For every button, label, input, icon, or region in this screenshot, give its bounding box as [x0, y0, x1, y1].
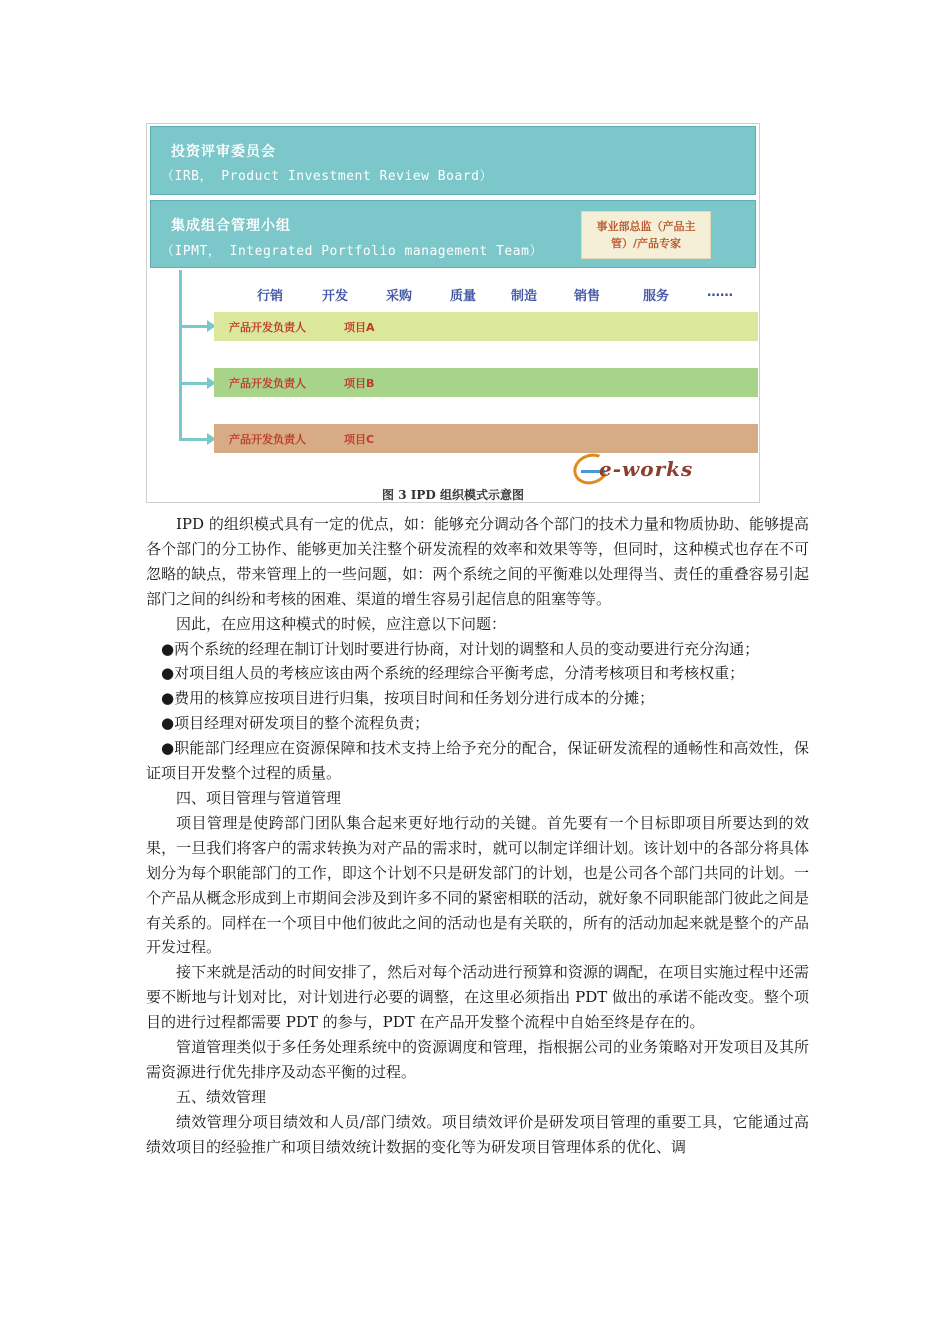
function-label: 销售 [574, 289, 601, 304]
project-lead-label: 产品开发负责人 [229, 433, 306, 446]
irb-subtitle: （IRB， Product Investment Review Board） [161, 169, 493, 184]
irb-band [150, 126, 756, 195]
project-name: 项目A [344, 321, 375, 334]
irb-title: 投资评审委员会 [171, 144, 276, 160]
body-text [146, 512, 809, 1160]
paragraph: 项目管理是使跨部门团队集合起来更好地行动的关键。首先要有一个目标即项目所要达到的效果，一旦我们将客户的需求转换为对产品的需求时，就可以制定详细计划。该计划中的各部分将具体划分为每个职能部门的工作，即这个计划不只是研发部门的计划，也是公司各个部门共同的计划。一个产品从概念形成到上市期间会涉及到许多不同的紧密相联的活动，就好象不同职能部门彼此之间是有关系的。同样在一个项目中他们彼此之间的活动也是有关联的，所有的活动加起来就是整个的产品开发过程。 [146, 813, 809, 957]
connector-line [179, 270, 182, 440]
arrow-right-icon [179, 382, 209, 385]
section-heading: 五、绩效管理 [176, 1087, 267, 1106]
project-bar-c [214, 424, 758, 453]
paragraph: 因此，在应用这种模式的时候，应注意以下问题： [176, 614, 507, 633]
function-label: 行销 [257, 289, 284, 304]
ipmt-title: 集成组合管理小组 [171, 218, 291, 234]
executive-box-line2: 管）/产品专家 [610, 237, 682, 250]
paragraph: 管道管理类似于多任务处理系统中的资源调度和管理，指根据公司的业务策略对开发项目及其所需资源进行优先排序及动态平衡的过程。 [146, 1038, 809, 1081]
bullet-item: ●职能部门经理应在资源保障和技术支持上给予充分的配合，保证研发流程的通畅性和高效性，保证项目开发整个过程的质量。 [146, 739, 809, 783]
arrow-right-icon [179, 438, 209, 441]
logo-text: e-works [599, 457, 694, 481]
section-heading: 四、项目管理与管道管理 [176, 788, 342, 807]
project-bar-b [214, 368, 758, 397]
bullet-item: ●对项目组人员的考核应该由两个系统的经理综合平衡考虑，分清考核项目和考核权重； [161, 664, 745, 683]
project-bar-a [214, 312, 758, 341]
ipd-org-figure [146, 123, 760, 503]
ipmt-band [150, 200, 756, 268]
project-name: 项目C [344, 433, 375, 446]
function-label: …… [707, 285, 733, 300]
executive-box [581, 211, 711, 259]
function-label: 制造 [511, 289, 538, 304]
eworks-logo [573, 454, 723, 484]
function-label: 采购 [386, 289, 413, 304]
function-label: 开发 [322, 289, 349, 304]
function-label: 服务 [643, 289, 670, 304]
project-lead-label: 产品开发负责人 [229, 321, 306, 334]
paragraph: 接下来就是活动的时间安排了，然后对每个活动进行预算和资源的调配，在项目实施过程中还需要不断地与计划对比，对计划进行必要的调整，在这里必须指出 PDT 做出的承诺不能改变。整个项目的进行过程都需要 PDT 的参与，PDT 在产品开发整个流程中自始至终是存在的。 [146, 963, 809, 1032]
bullet-item: ●费用的核算应按项目进行归集，按项目时间和任务划分进行成本的分摊； [161, 689, 655, 708]
function-label: 质量 [450, 289, 477, 304]
paragraph: 绩效管理分项目绩效和人员/部门绩效。项目绩效评价是研发项目管理的重要工具，它能通过高绩效项目的经验推广和项目绩效统计数据的变化等为研发项目管理体系的优化、调 [146, 1112, 809, 1156]
bullet-item: ●项目经理对研发项目的整个流程负责； [161, 714, 430, 733]
arrow-right-icon [179, 325, 209, 328]
ipmt-subtitle: （IPMT， Integrated Portfolio management Team） [161, 244, 543, 259]
figure-caption: 图 3 IPD 组织模式示意图 [382, 488, 524, 502]
bullet-item: ●两个系统的经理在制订计划时要进行协商，对计划的调整和人员的变动要进行充分沟通； [161, 639, 760, 658]
project-lead-label: 产品开发负责人 [229, 377, 306, 390]
function-row [257, 285, 737, 303]
executive-box-line1: 事业部总监（产品主 [596, 220, 696, 233]
project-name: 项目B [344, 377, 375, 390]
paragraph: IPD 的组织模式具有一定的优点，如：能够充分调动各个部门的技术力量和物质协助、能够提高各个部门的分工协作、能够更加关注整个研发流程的效率和效果等等，但同时，这种模式也存在不可忽略的缺点，带来管理上的一些问题，如：两个系统之间的平衡难以处理得当、责任的重叠容易引起部门之间的纠纷和考核的困难、渠道的增生容易引起信息的阻塞等等。 [146, 515, 809, 608]
